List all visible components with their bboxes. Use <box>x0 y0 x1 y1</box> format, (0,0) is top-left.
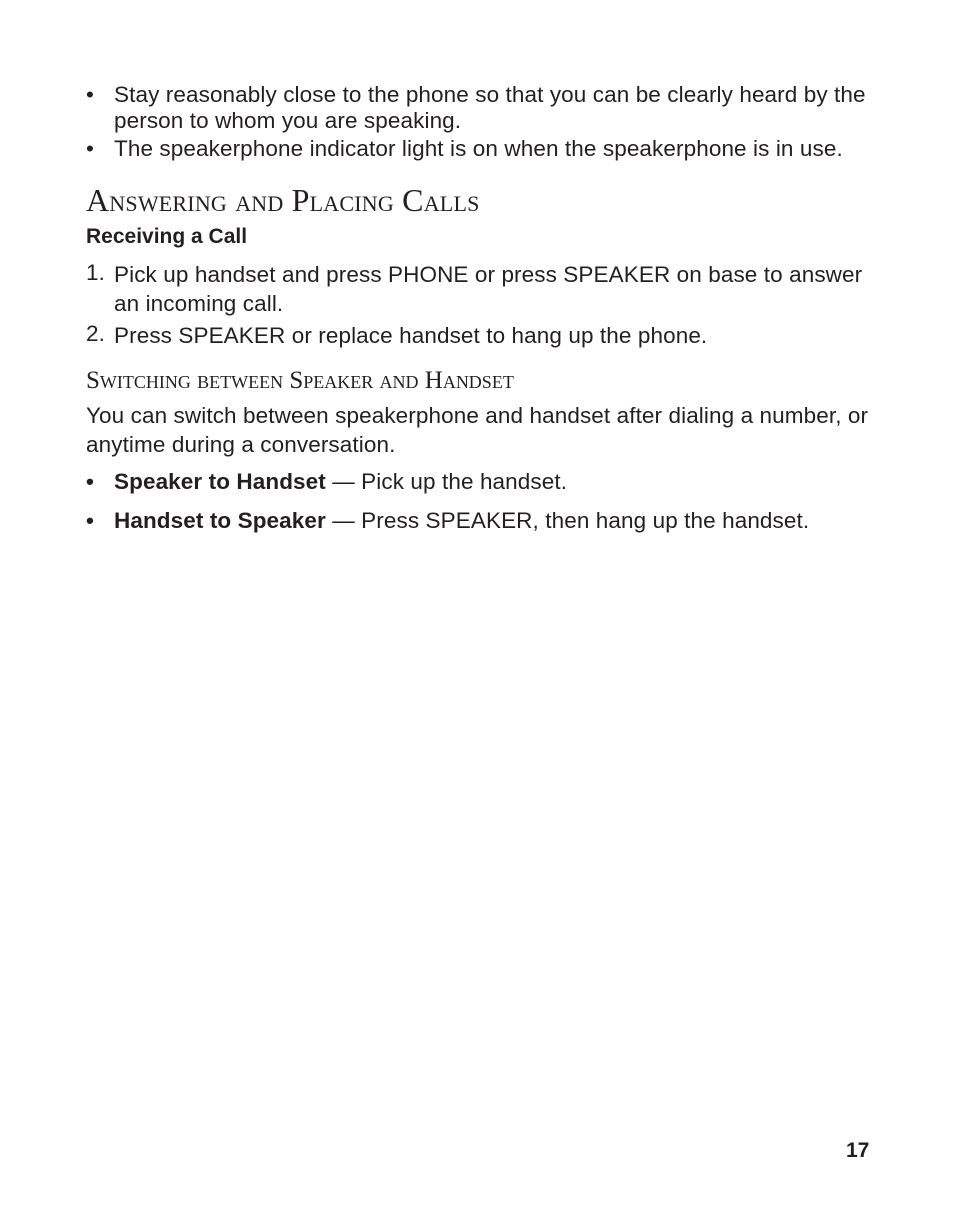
page-number: 17 <box>846 1139 870 1162</box>
step-text: Pick up handset and press PHONE or press SPEAKER on base to answer an incoming call. <box>114 262 863 316</box>
switching-heading: Switching between Speaker and Handset <box>86 367 514 394</box>
bullet-dot: • <box>86 508 94 533</box>
bullet-item <box>86 82 886 134</box>
bullet-label: Handset to Speaker <box>114 508 326 533</box>
receiving-call-heading: Receiving a Call <box>86 225 248 248</box>
bullet-item <box>86 136 886 162</box>
bullet-label: Speaker to Handset <box>114 469 326 494</box>
bullet-dot: • <box>86 82 94 107</box>
step-text: Press SPEAKER or replace handset to hang up the phone. <box>114 323 708 348</box>
bullet-text: The speakerphone indicator light is on when the speakerphone is in use. <box>114 136 843 161</box>
bullet-text <box>114 508 886 534</box>
step-number: 2. <box>86 321 105 346</box>
bullet-dot: • <box>86 469 94 494</box>
bullet-item <box>86 508 886 534</box>
bullet-desc: — Pick up the handset. <box>325 469 568 494</box>
bullet-dot: • <box>86 136 94 161</box>
switching-intro: You can switch between speakerphone and handset after dialing a number, or anytime during a conversation. <box>86 403 869 457</box>
section-title: Answering and Placing Calls <box>86 182 480 218</box>
bullet-item <box>86 469 886 495</box>
bullet-desc: — Press SPEAKER, then hang up the handset. <box>325 508 810 533</box>
step-item <box>86 260 886 318</box>
step-item <box>86 321 886 350</box>
step-number: 1. <box>86 260 105 285</box>
bullet-text: Stay reasonably close to the phone so that you can be clearly heard by the person to whom you are speaking. <box>114 82 866 133</box>
bullet-text <box>114 469 886 495</box>
